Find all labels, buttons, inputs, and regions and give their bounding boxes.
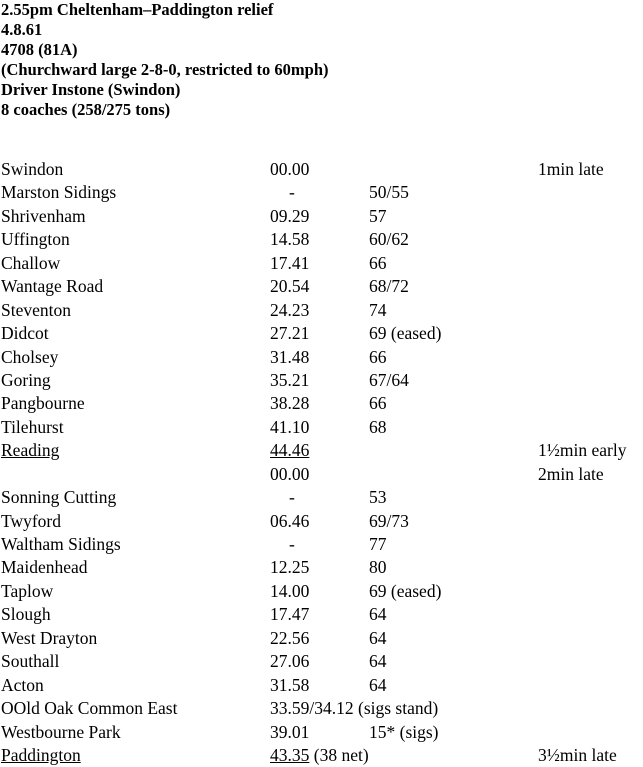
station-name: Wantage Road <box>1 276 104 297</box>
speed: 67/64 <box>369 369 409 390</box>
elapsed-time: 31.48 <box>270 346 310 367</box>
log-row-pangbourne <box>1 392 643 415</box>
log-row-marston-sidings <box>1 181 643 204</box>
speed: 69 (eased) <box>369 323 442 344</box>
log-row-paddington <box>1 744 643 767</box>
punctuality-note: 1min late <box>538 159 604 179</box>
driver-name: Driver Instone (Swindon) <box>1 80 181 100</box>
station-name: OOld Oak Common East <box>1 698 178 719</box>
punctuality-note: 3½min late <box>538 744 617 765</box>
log-row-sonning-cutting <box>1 486 643 509</box>
elapsed-time: 22.56 <box>270 627 310 648</box>
elapsed-time-group <box>270 744 369 767</box>
elapsed-time: 38.28 <box>270 393 310 414</box>
elapsed-time: - <box>289 487 295 508</box>
station-name: Goring <box>1 369 51 390</box>
elapsed-time: 17.41 <box>270 252 310 273</box>
log-row-slough <box>1 603 643 626</box>
log-row-steventon <box>1 299 643 322</box>
log-row-southall <box>1 650 643 673</box>
train-title: 2.55pm Cheltenham–Paddington relief <box>1 0 274 19</box>
speed: 69/73 <box>369 510 409 531</box>
station-name: Acton <box>1 674 44 695</box>
speed: 64 <box>369 627 387 648</box>
station-name: Steventon <box>1 299 71 320</box>
log-row-uffington <box>1 228 643 251</box>
elapsed-time: 09.29 <box>270 205 310 226</box>
station-name: Didcot <box>1 323 49 344</box>
train-load: 8 coaches (258/275 tons) <box>1 100 171 120</box>
elapsed-time: 12.25 <box>270 557 310 578</box>
speed: 53 <box>369 487 387 508</box>
elapsed-time: 27.06 <box>270 651 310 672</box>
log-row-wantage-road <box>1 275 643 298</box>
station-name: Maidenhead <box>1 557 88 578</box>
station-name: Tilehurst <box>1 416 64 437</box>
elapsed-time: - <box>289 534 295 554</box>
station-name: Challow <box>1 252 61 273</box>
log-row-west-drayton <box>1 627 643 650</box>
station-name: Uffington <box>1 229 70 250</box>
speed: 64 <box>369 604 387 625</box>
log-row-twyford <box>1 510 643 533</box>
log-row-old-oak-common-east <box>1 697 643 720</box>
log-row-acton <box>1 674 643 697</box>
log-row-tilehurst <box>1 416 643 439</box>
station-name: Taplow <box>1 580 54 601</box>
speed: 68/72 <box>369 276 409 297</box>
elapsed-time: 00.00 <box>270 463 310 484</box>
elapsed-time: 14.58 <box>270 229 310 250</box>
elapsed-time: 20.54 <box>270 276 310 297</box>
elapsed-time: 33.59/34.12 (sigs stand) <box>270 698 439 719</box>
elapsed-time: 35.21 <box>270 369 310 390</box>
elapsed-time: 17.47 <box>270 604 310 625</box>
punctuality-note: 1½min early <box>538 440 627 461</box>
locomotive-number: 4708 (81A) <box>1 40 78 60</box>
log-row-shrivenham <box>1 205 643 228</box>
speed: 57 <box>369 205 387 226</box>
run-header <box>1 0 641 121</box>
speed: 68 <box>369 416 387 437</box>
elapsed-time: 00.00 <box>270 159 310 179</box>
timing-log <box>1 158 643 767</box>
station-name: Marston Sidings <box>1 182 117 203</box>
station-name: Swindon <box>1 159 64 179</box>
station-name: Waltham Sidings <box>1 534 121 554</box>
locomotive-description: (Churchward large 2-8-0, restricted to 60mph) <box>1 60 329 80</box>
station-name: Twyford <box>1 510 62 531</box>
run-date: 4.8.61 <box>1 20 43 40</box>
log-row-didcot <box>1 322 643 345</box>
speed: 64 <box>369 651 387 672</box>
station-name: Sonning Cutting <box>1 487 117 508</box>
speed: 66 <box>369 393 387 414</box>
station-name: Shrivenham <box>1 205 86 226</box>
station-name: West Drayton <box>1 627 98 648</box>
speed: 66 <box>369 252 387 273</box>
log-row-reading-departure <box>1 463 643 486</box>
elapsed-time: 24.23 <box>270 299 310 320</box>
elapsed-time: 31.58 <box>270 674 310 695</box>
station-name: Westbourne Park <box>1 721 121 742</box>
log-row-westbourne-park <box>1 721 643 744</box>
log-row-goring <box>1 369 643 392</box>
station-name: Cholsey <box>1 346 59 367</box>
elapsed-time: 27.21 <box>270 323 310 344</box>
log-row-swindon <box>1 158 643 181</box>
elapsed-time: - <box>289 182 295 203</box>
elapsed-time: 44.46 <box>270 440 310 461</box>
elapsed-time: 14.00 <box>270 580 310 601</box>
station-name: Southall <box>1 651 60 672</box>
station-name: Slough <box>1 604 51 625</box>
elapsed-time: 06.46 <box>270 510 310 531</box>
log-row-maidenhead <box>1 556 643 579</box>
speed: 60/62 <box>369 229 409 250</box>
speed: 64 <box>369 674 387 695</box>
speed: 69 (eased) <box>369 580 442 601</box>
speed: 50/55 <box>369 182 409 203</box>
log-row-reading-arrival <box>1 439 643 462</box>
speed: 74 <box>369 299 387 320</box>
station-name: Paddington <box>1 744 81 765</box>
speed: 15* (sigs) <box>369 721 439 742</box>
speed: 80 <box>369 557 387 578</box>
elapsed-time: 43.35 <box>270 744 310 765</box>
elapsed-time: 39.01 <box>270 721 310 742</box>
station-name: Pangbourne <box>1 393 85 414</box>
log-row-waltham-sidings <box>1 533 643 556</box>
log-row-challow <box>1 252 643 275</box>
punctuality-note: 2min late <box>538 463 604 484</box>
elapsed-time: 41.10 <box>270 416 310 437</box>
station-name: Reading <box>1 440 60 461</box>
log-row-cholsey <box>1 346 643 369</box>
speed: 66 <box>369 346 387 367</box>
speed: 77 <box>369 534 387 554</box>
log-row-taplow <box>1 580 643 603</box>
net-time: (38 net) <box>309 744 369 765</box>
